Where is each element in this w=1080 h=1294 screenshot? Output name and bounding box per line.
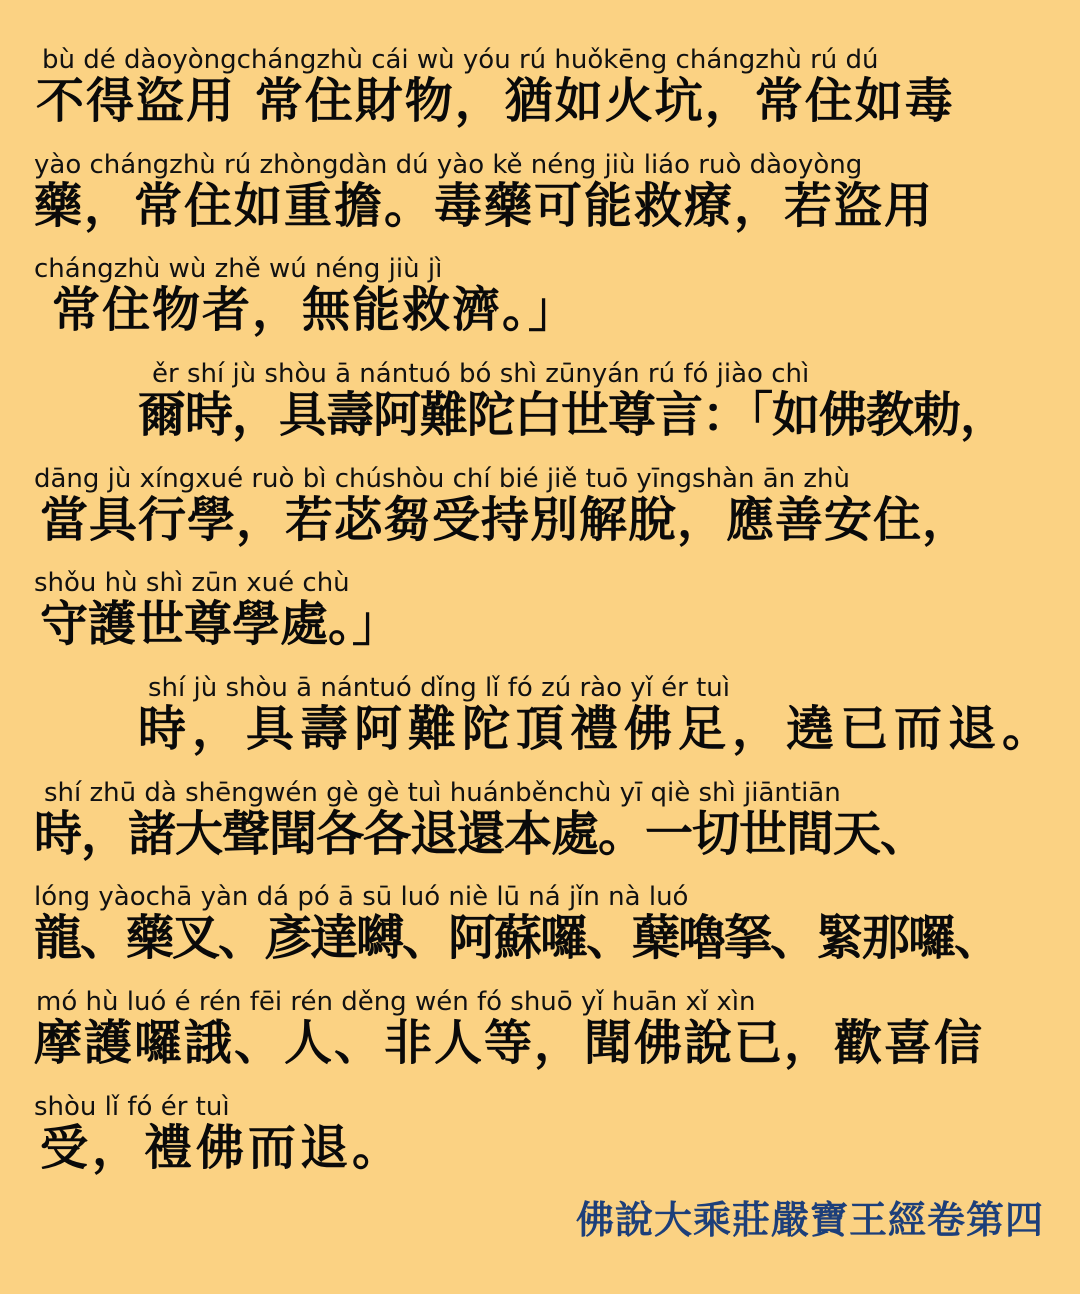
- pinyin-line: ěr shí jù shòu ā nántuó bó shì zūnyán rú fó jiào chì: [152, 359, 810, 389]
- hanzi-line: 龍、藥叉、彥達嚩、阿蘇囉、蘖嚕拏、緊那囉、: [34, 910, 1001, 966]
- text-line-3: [0, 253, 1080, 357]
- text-line-2: [0, 149, 1080, 253]
- hanzi-line: 常住物者，無能救濟。」: [52, 282, 579, 338]
- pinyin-line: mó hù luó é rén fēi rén děng wén fó shuō yǐ huān xǐ xìn: [36, 987, 756, 1017]
- pinyin-line: chángzhù wù zhě wú néng jiù jì: [34, 254, 443, 284]
- text-line-9: [0, 881, 1080, 985]
- hanzi-line: 摩護囉誐、人、非人等，聞佛說已，歡喜信: [34, 1015, 985, 1071]
- pinyin-line: yào chángzhù rú zhòngdàn dú yào kě néng jiù liáo ruò dàoyòng: [34, 150, 863, 180]
- hanzi-line: 時，諸大聲聞各各退還本處。一切世間天、: [34, 806, 928, 862]
- hanzi-line: 守護世尊學處。」: [40, 596, 401, 652]
- text-line-6: [0, 567, 1080, 671]
- hanzi-line: 當具行學，若苾芻受持別解脫，應善安住，: [40, 492, 972, 548]
- pinyin-line: shòu lǐ fó ér tuì: [34, 1092, 230, 1122]
- text-line-10: [0, 986, 1080, 1090]
- text-line-5: [0, 463, 1080, 567]
- hanzi-line: 爾時，具壽阿難陀白世尊言：「如佛教勅，: [138, 387, 1008, 443]
- pinyin-line: lóng yàochā yàn dá pó ā sū luó niè lū ná jǐn nà luó: [34, 882, 689, 912]
- pinyin-line: shí zhū dà shēngwén gè gè tuì huánběnchù yī qiè shì jiāntiān: [44, 778, 841, 808]
- text-line-11: [0, 1091, 1080, 1195]
- source-title: 佛說大乘莊嚴寶王經卷第四: [575, 1197, 1044, 1242]
- hanzi-line: 不得盜用 常住財物，猶如火坑，常住如毒: [36, 73, 955, 129]
- pinyin-line: shí jù shòu ā nántuó dǐng lǐ fó zú rào yǐ ér tuì: [148, 673, 731, 703]
- hanzi-line: 時，具壽阿難陀頂禮佛足，遶已而退。: [138, 701, 1057, 757]
- hanzi-line: 受，禮佛而退。: [40, 1120, 405, 1176]
- pinyin-line: bù dé dàoyòngchángzhù cái wù yóu rú huǒkēng chángzhù rú dú: [42, 45, 879, 75]
- text-line-7: [0, 672, 1080, 776]
- hanzi-line: 藥，常住如重擔。毒藥可能救療，若盜用: [34, 178, 935, 234]
- pinyin-line: shǒu hù shì zūn xué chù: [34, 568, 350, 598]
- text-line-4: [0, 358, 1080, 462]
- text-line-8: [0, 777, 1080, 881]
- text-line-1: [0, 44, 1080, 148]
- pinyin-line: dāng jù xíngxué ruò bì chúshòu chí bié jiě tuō yīngshàn ān zhù: [34, 464, 851, 494]
